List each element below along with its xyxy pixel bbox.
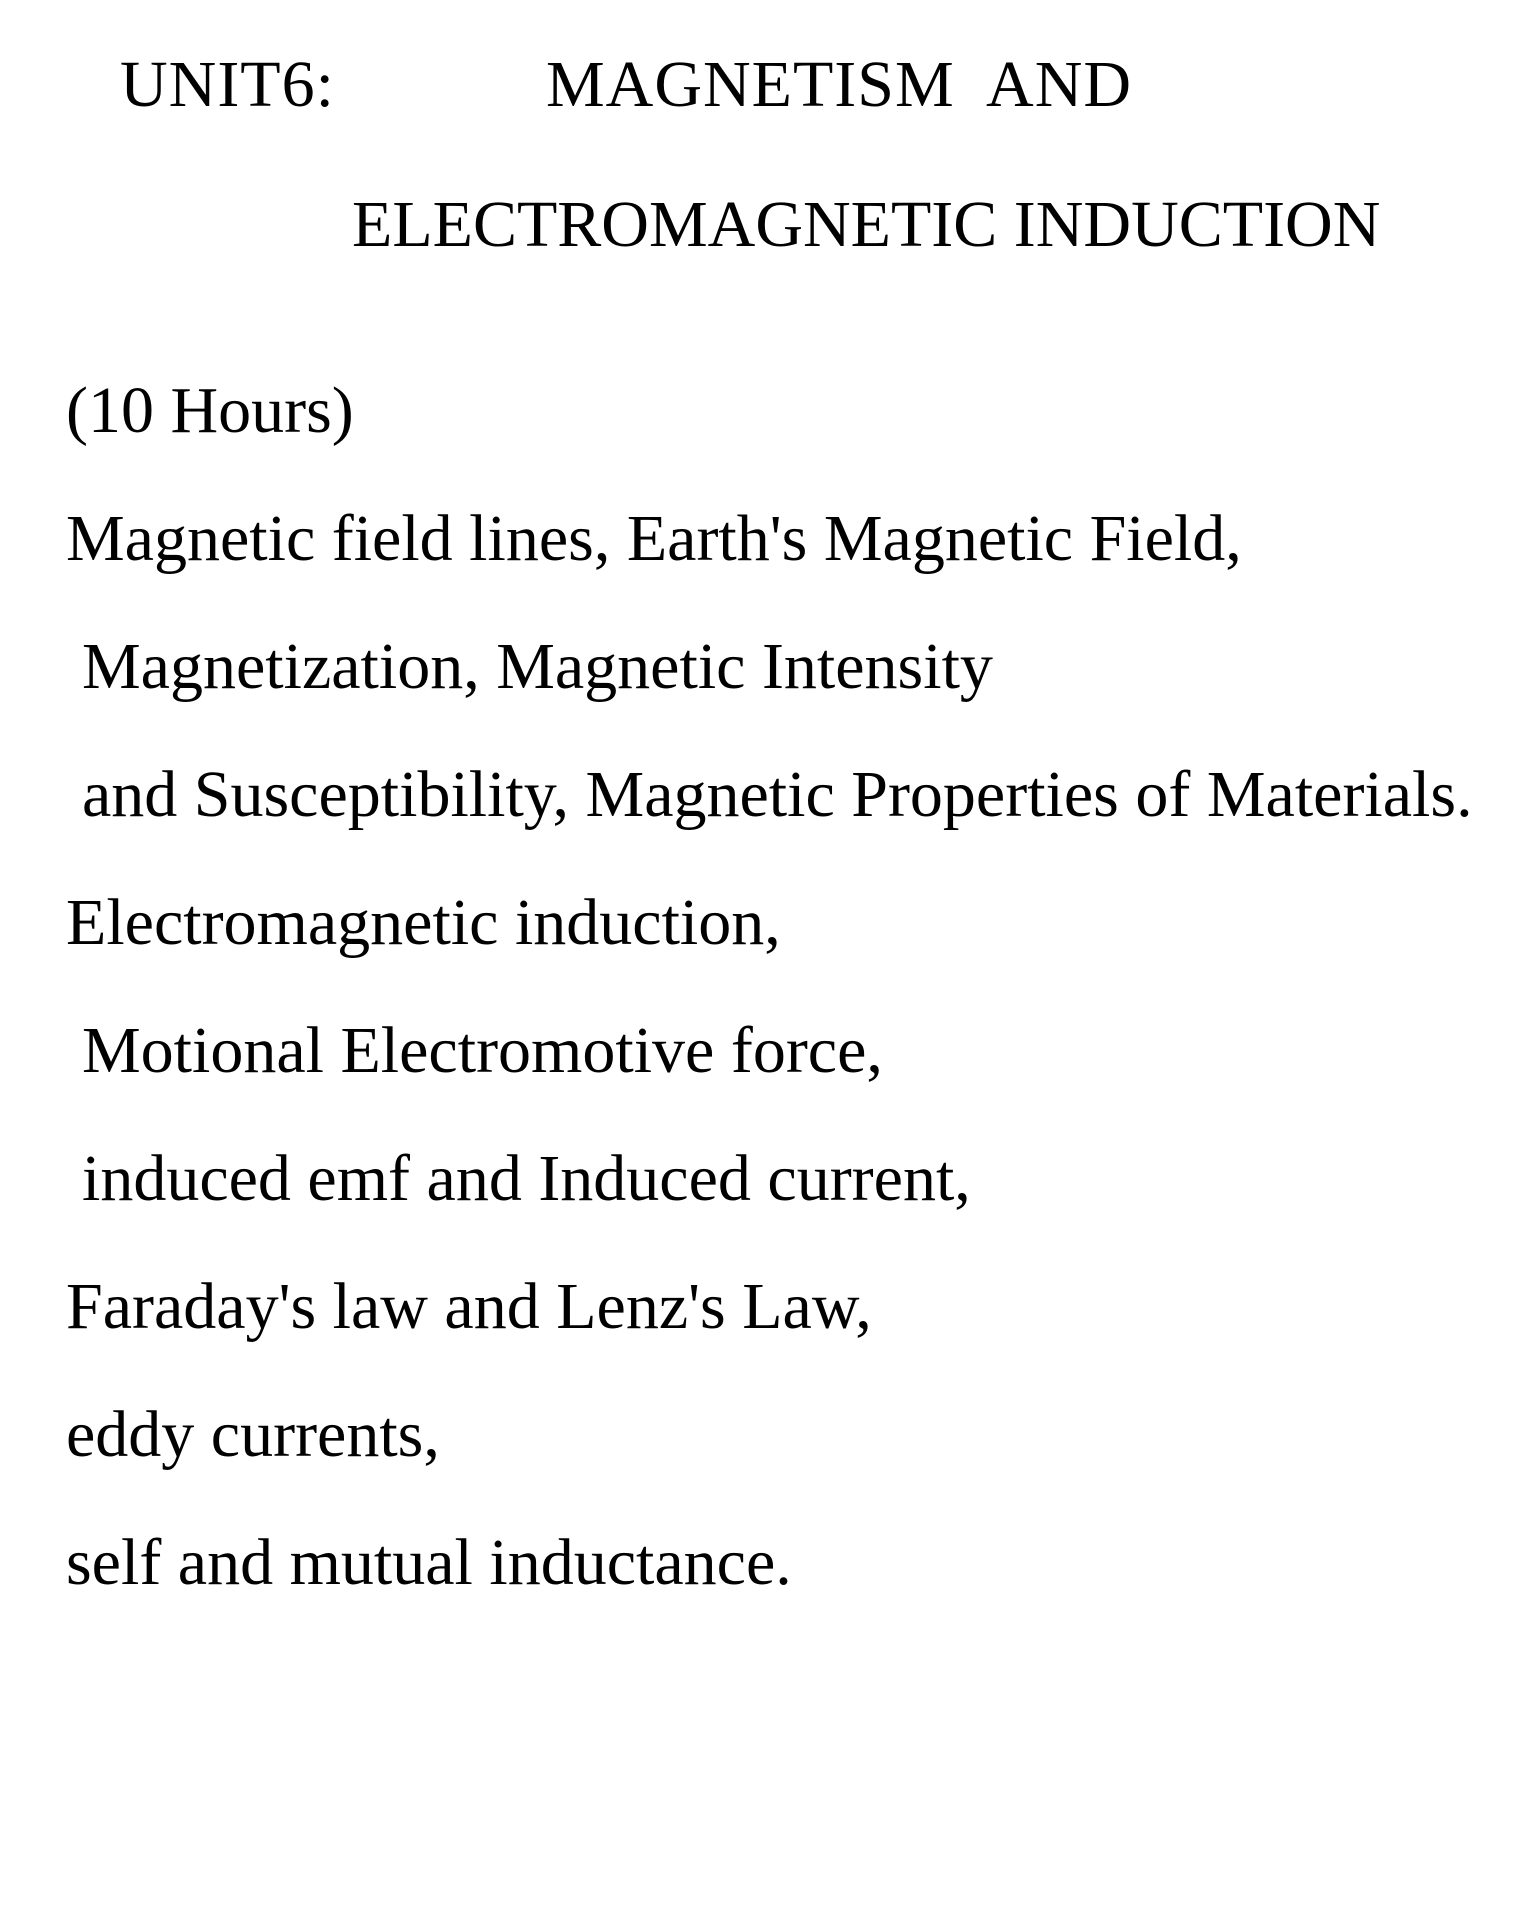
topic-line: Magnetization, Magnetic Intensity <box>82 630 993 703</box>
unit-label: UNIT6: <box>120 48 335 121</box>
topic-line: and Susceptibility, Magnetic Properties of Materials. <box>82 758 1473 831</box>
hours-label: (10 Hours) <box>66 374 354 447</box>
topic-line: eddy currents, <box>66 1398 440 1471</box>
topic-line: Magnetic field lines, Earth's Magnetic Field, <box>66 502 1242 575</box>
title-line-2: ELECTROMAGNETIC INDUCTION <box>352 188 1381 261</box>
topic-line: self and mutual inductance. <box>66 1526 792 1599</box>
title-line-1: MAGNETISM AND <box>546 48 1133 121</box>
topic-line: induced emf and Induced current, <box>82 1142 971 1215</box>
topic-line: Faraday's law and Lenz's Law, <box>66 1270 872 1343</box>
topic-line: Motional Electromotive force, <box>82 1014 883 1087</box>
topic-line: Electromagnetic induction, <box>66 886 781 959</box>
